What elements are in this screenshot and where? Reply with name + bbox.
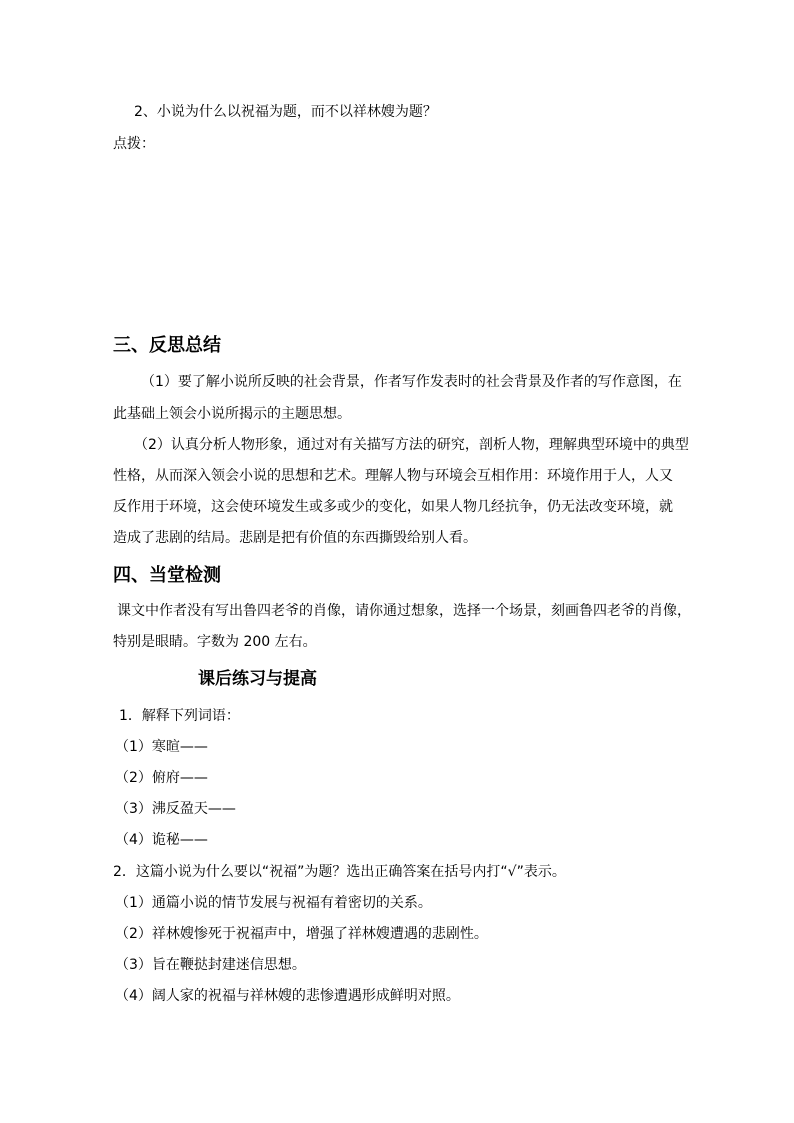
practice-q2-item: （4）阔人家的祝福与祥林嫂的悲惨遭遇形成鲜明对照。 (115, 988, 460, 1004)
practice-q2-item: （2）祥林嫂惨死于祝福声中，增强了祥林嫂遭遇的悲剧性。 (115, 926, 488, 942)
practice-q1-item: （1）寒暄—— (115, 739, 208, 755)
section-3-p2-line3: 反作用于环境，这会使环境发生或多或少的变化，如果人物几经抗争，仍无法改变环境，就 (113, 499, 673, 515)
section-3-p2-line2: 性格，从而深入领会小说的思想和艺术。理解人物与环境会互相作用：环境作用于人，人又 (113, 468, 673, 484)
section-4-line2: 特别是眼睛。字数为 200 左右。 (113, 634, 317, 650)
practice-title: 课后练习与提高 (198, 669, 317, 689)
practice-q1: 1．解释下列词语： (119, 708, 240, 724)
practice-q2: 2．这篇小说为什么要以“祝福”为题？选出正确答案在括号内打“√”表示。 (113, 864, 566, 880)
section-4-title: 四、当堂检测 (113, 565, 221, 586)
question-2: 2、小说为什么以祝福为题，而不以祥林嫂为题？ (134, 104, 437, 120)
section-3-p1-line1: （1）要了解小说所反映的社会背景，作者写作发表时的社会背景及作者的写作意图，在 (141, 374, 682, 390)
practice-q1-item: （3）沸反盈天—— (115, 801, 236, 817)
section-3-p1-line2: 此基础上领会小说所揭示的主题思想。 (113, 406, 351, 422)
section-3-p2-line1: （2）认真分析人物形象，通过对有关描写方法的研究，剖析人物，理解典型环境中的典型 (134, 437, 689, 453)
practice-q2-item: （3）旨在鞭挞封建迷信思想。 (115, 957, 306, 973)
section-4-line1: 课文中作者没有写出鲁四老爷的肖像，请你通过想象，选择一个场景，刻画鲁四老爷的肖像， (117, 603, 691, 619)
hint-label: 点拨： (113, 136, 155, 152)
section-3-title: 三、反思总结 (113, 335, 221, 356)
practice-q1-item: （4）诡秘—— (115, 832, 208, 848)
practice-q2-item: （1）通篇小说的情节发展与祝福有着密切的关系。 (115, 895, 432, 911)
section-3-p2-line4: 造成了悲剧的结局。悲剧是把有价值的东西撕毁给别人看。 (113, 530, 477, 546)
practice-q1-item: （2）俯府—— (115, 770, 208, 786)
